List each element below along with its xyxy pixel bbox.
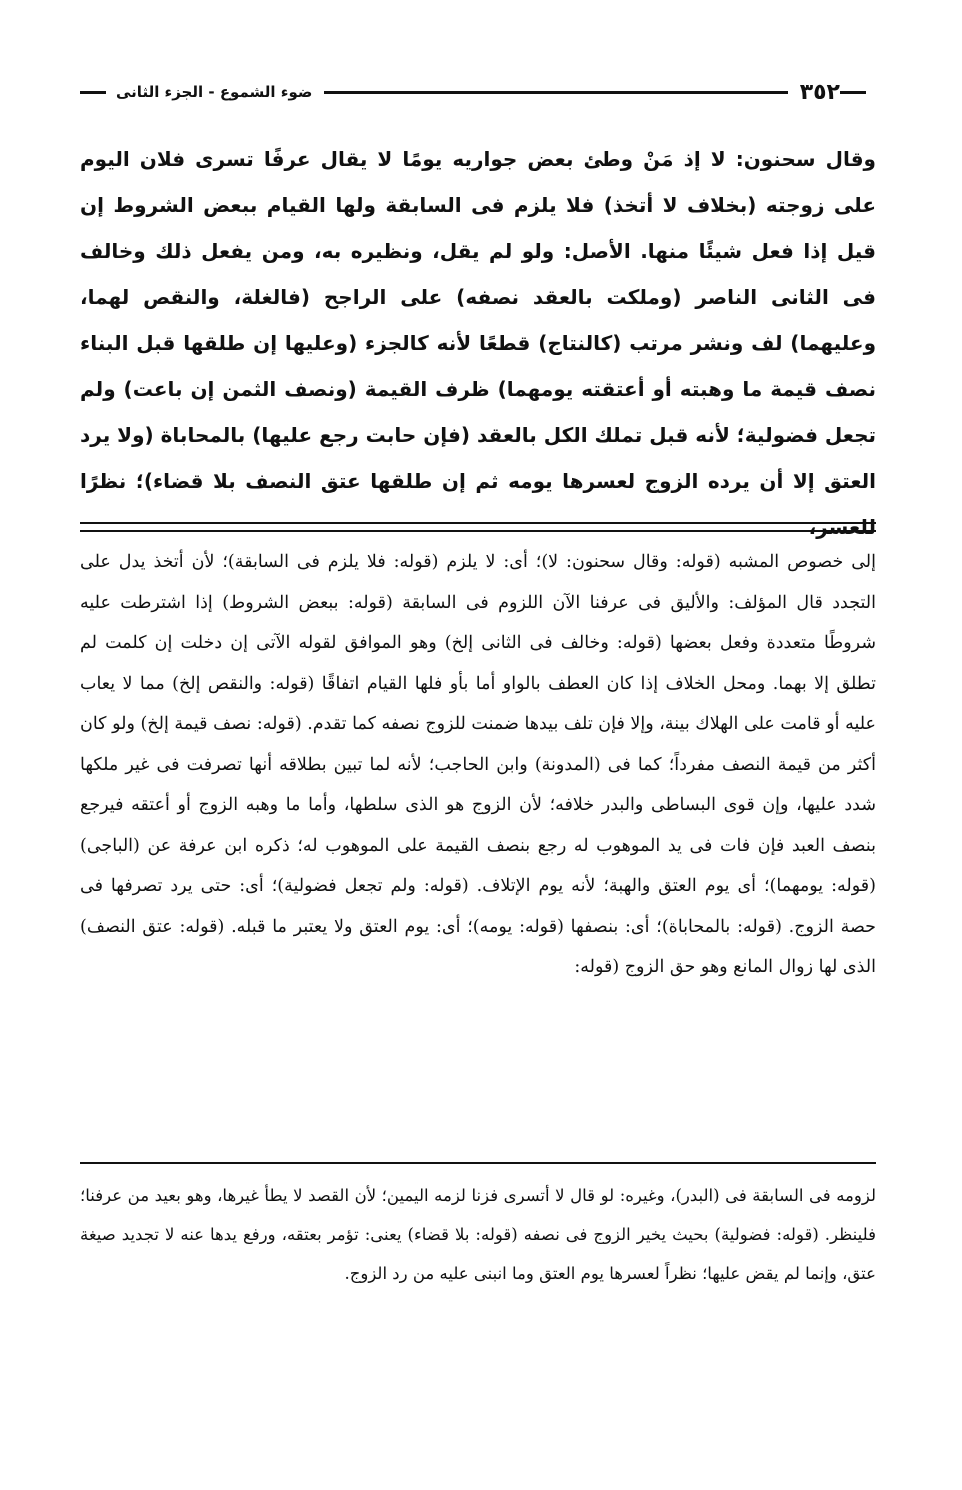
header-rule: [324, 91, 787, 94]
main-commentary-divider: [80, 522, 876, 532]
header-rule-start: [840, 91, 866, 94]
page-header: [80, 72, 876, 112]
footnote-divider: [80, 1162, 876, 1164]
header-rule-end: [80, 91, 106, 94]
footnote-text: لزومه فى السابقة فى (البدر)، وغيره: لو قال لا أتسرى فزنا لزمه اليمين؛ لأن القصد لا يطأ غيرها، وهو بعيد من عرفنا؛ فلينظر. (قوله: فضولية) بحيث يخير الزوج فى نصفه (قوله: بلا قضاء) يعنى: تؤمر بعتقه، ورفع يدها عنه لا تجديد صيغة عتق، وإنما لم يقض عليها؛ نظراً لعسرها يوم العتق وما انبنى عليه من رد الزوج.: [80, 1186, 876, 1283]
commentary-text: إلى خصوص المشبه (قوله: وقال سحنون: لا)؛ أى: لا يلزم (قوله: فلا يلزم فى السابقة)؛ لأن أتخذ يدل على التجدد قال المؤلف: والأليق فى عرفنا الآن اللزوم فى السابقة (قوله: ببعض الشروط) إذا اشترطت عليه شروطًا متعددة وفعل بعضها (قوله: وخالف فى الثانى إلخ) وهو الموافق لقوله الآتى إن دخلت إن كلمت لم تطلق إلا بهما. ومحل الخلاف إذا كان العطف بالواو أما بأو فلها القيام اتفاقًا (قوله: والنقص إلخ) مما لا يعاب عليه أو قامت على الهلاك بينة، وإلا فإن تلف بيدها ضمنت للزوج نصفه كما تقدم. (قوله: نصف قيمة إلخ) ولو كان أكثر من قيمة النصف مفرداً؛ كما فى (المدونة) وابن الحاجب؛ لأنه لما تبين بطلاقه أنها تصرفت فى غير ملكها شدد عليها، وإن قوى البساطى والبدر خلافه؛ لأن الزوج هو الذى سلطها، وأما ما وهبه الزوج أو أعتقه فيرجع بنصف العبد فإن فات فى يد الموهوب له رجع بنصف القيمة على الموهوب له؛ ذكره ابن عرفة عن (الباجى) (قوله: يومهما)؛ أى يوم العتق والهبة؛ لأنه يوم الإتلاف. (قوله: ولم تجعل فضولية)؛ أى: حتى يرد تصرفها فى حصة الزوج. (قوله: بالمحاباة)؛ أى: بنصفها (قوله: يومه)؛ أى: يوم العتق ولا يعتبر ما قبله. (قوله: عتق النصف) الذى لها زوال المانع وهو حق الزوج (قوله:: [80, 552, 876, 977]
book-page: [80, 72, 876, 1336]
page-number: ٣٥٢: [799, 79, 840, 105]
main-text: وقال سحنون: لا إذ مَنْ وطئ بعض جواريه يومًا لا يقال عرفًا تسرى فلان اليوم على زوجته (بخلاف لا أتخذ) فلا يلزم فى السابقة ولها القيام ببعض الشروط إن قيل إذا فعل شيئًا منها. الأصل: ولو لم يقل، ونظيره به، ومن يفعل ذلك وخالف فى الثانى الناصر (وملكت بالعقد نصفه) على الراجح (فالغلة، والنقص لهما، وعليهما) لف ونشر مرتب (كالنتاج) قطعًا لأنه كالجزء (وعليها إن طلقها قبل البناء نصف قيمة ما وهبته أو أعتقته يومهما) ظرف القيمة (ونصف الثمن إن باعت) ولم تجعل فضولية؛ لأنه قبل تملك الكل بالعقد (فإن حابت رجع عليها) بالمحاباة (ولا يرد العتق إلا أن يرده الزوج لعسرها يومه ثم إن طلقها عتق النصف بلا قضاء)؛ نظرًا للعسر،: [80, 147, 876, 539]
running-title: ضوء الشموع - الجزء الثانى: [116, 83, 313, 101]
